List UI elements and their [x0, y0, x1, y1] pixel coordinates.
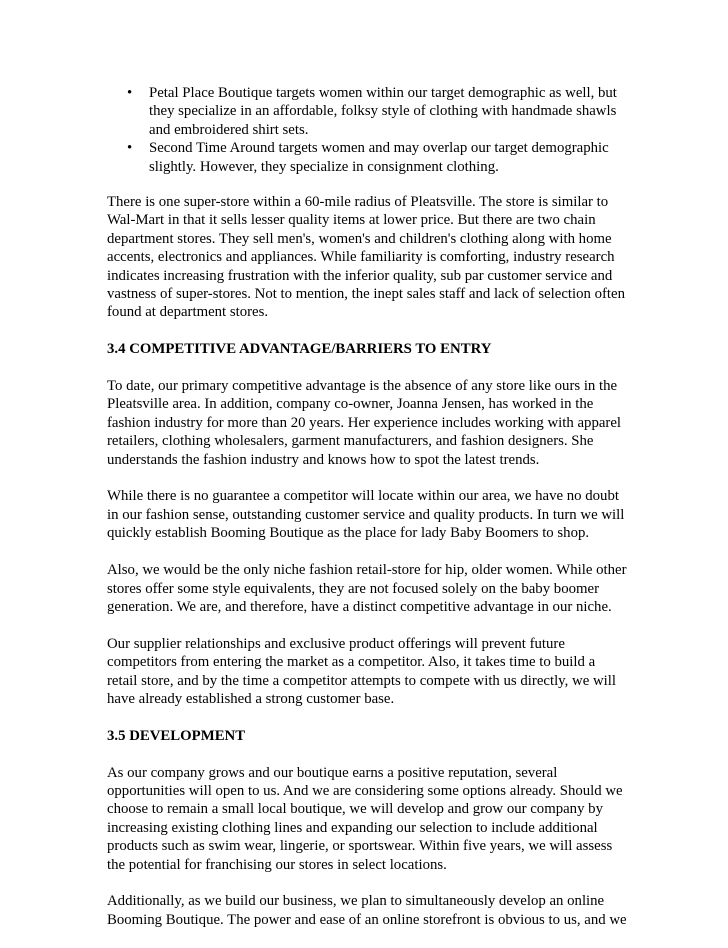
advantage-paragraph-3: Also, we would be the only niche fashion retail-store for hip, older women. While other stores offer some style equivalents, they are not focused solely on the baby boomer generation. We are, and therefore, have a distinct competitive advantage in our niche. — [107, 562, 627, 615]
advantage-paragraph-4: Our supplier relationships and exclusive product offerings will prevent future competitors from entering the market as a competitor. Also, it takes time to build a retail store, and by the time a competitor attempts to compete with us directly, we will have already established a strong customer base. — [107, 635, 616, 707]
list-item — [107, 84, 627, 139]
advantage-paragraph-1: To date, our primary competitive advantage is the absence of any store like ours in the Pleatsville area. In addition, company co-owner, Joanna Jensen, has worked in the fashion industry for more than 20 years. Her experience includes working with apparel retailers, clothing wholesalers, garment manufacturers, and fashion designers. She understands the fashion industry and knows how to spot the latest trends. — [107, 378, 622, 468]
section-heading-advantage: 3.4 COMPETITIVE ADVANTAGE/BARRIERS TO ENTRY — [107, 341, 492, 358]
superstore-paragraph: There is one super-store within a 60-mile radius of Pleatsville. The store is similar to Wal-Mart in that it sells lesser quality items at lower price. But there are two chain department stores. They sell men's, women's and children's clothing along with home accents, electronics and appliances. While familiarity is comforting, industry research indicates increasing frustration with the inferior quality, sub par customer service and vastness of super-stores. Not to mention, the inept sales staff and lack of selection often found at department stores. — [107, 194, 626, 321]
competitor-bullet-list — [107, 84, 627, 176]
bullet-icon: • — [127, 140, 133, 157]
section-heading-development: 3.5 DEVELOPMENT — [107, 727, 246, 744]
bullet-text: Petal Place Boutique targets women within our target demographic as well, but they specialize in an affordable, folksy style of clothing with handmade shawls and embroidered shirt sets. — [149, 85, 617, 138]
advantage-paragraph-2: While there is no guarantee a competitor will locate within our area, we have no doubt in our fashion sense, outstanding customer service and quality products. In turn we will quickly establish Booming Boutique as the place for lady Baby Boomers to shop. — [107, 488, 625, 542]
list-item — [107, 139, 627, 176]
development-paragraph-1: As our company grows and our boutique earns a positive reputation, several opportunities will open to us. And we are considering some options already. Should we choose to remain a small local boutique, we will develop and grow our company by increasing existing clothing lines and expanding our selection to include additional products such as swim wear, lingerie, or sportswear. Within five years, we will assess the potential for franchising our stores in select locations. — [107, 764, 623, 873]
document-page — [107, 84, 627, 948]
bullet-text: Second Time Around targets women and may overlap our target demographic slightly. However, they specialize in consignment clothing. — [149, 140, 609, 175]
development-paragraph-2: Additionally, as we build our business, we plan to simultaneously develop an online Booming Boutique. The power and ease of an online storefront is obvious to us, and we — [107, 893, 627, 928]
bullet-icon: • — [127, 85, 133, 101]
